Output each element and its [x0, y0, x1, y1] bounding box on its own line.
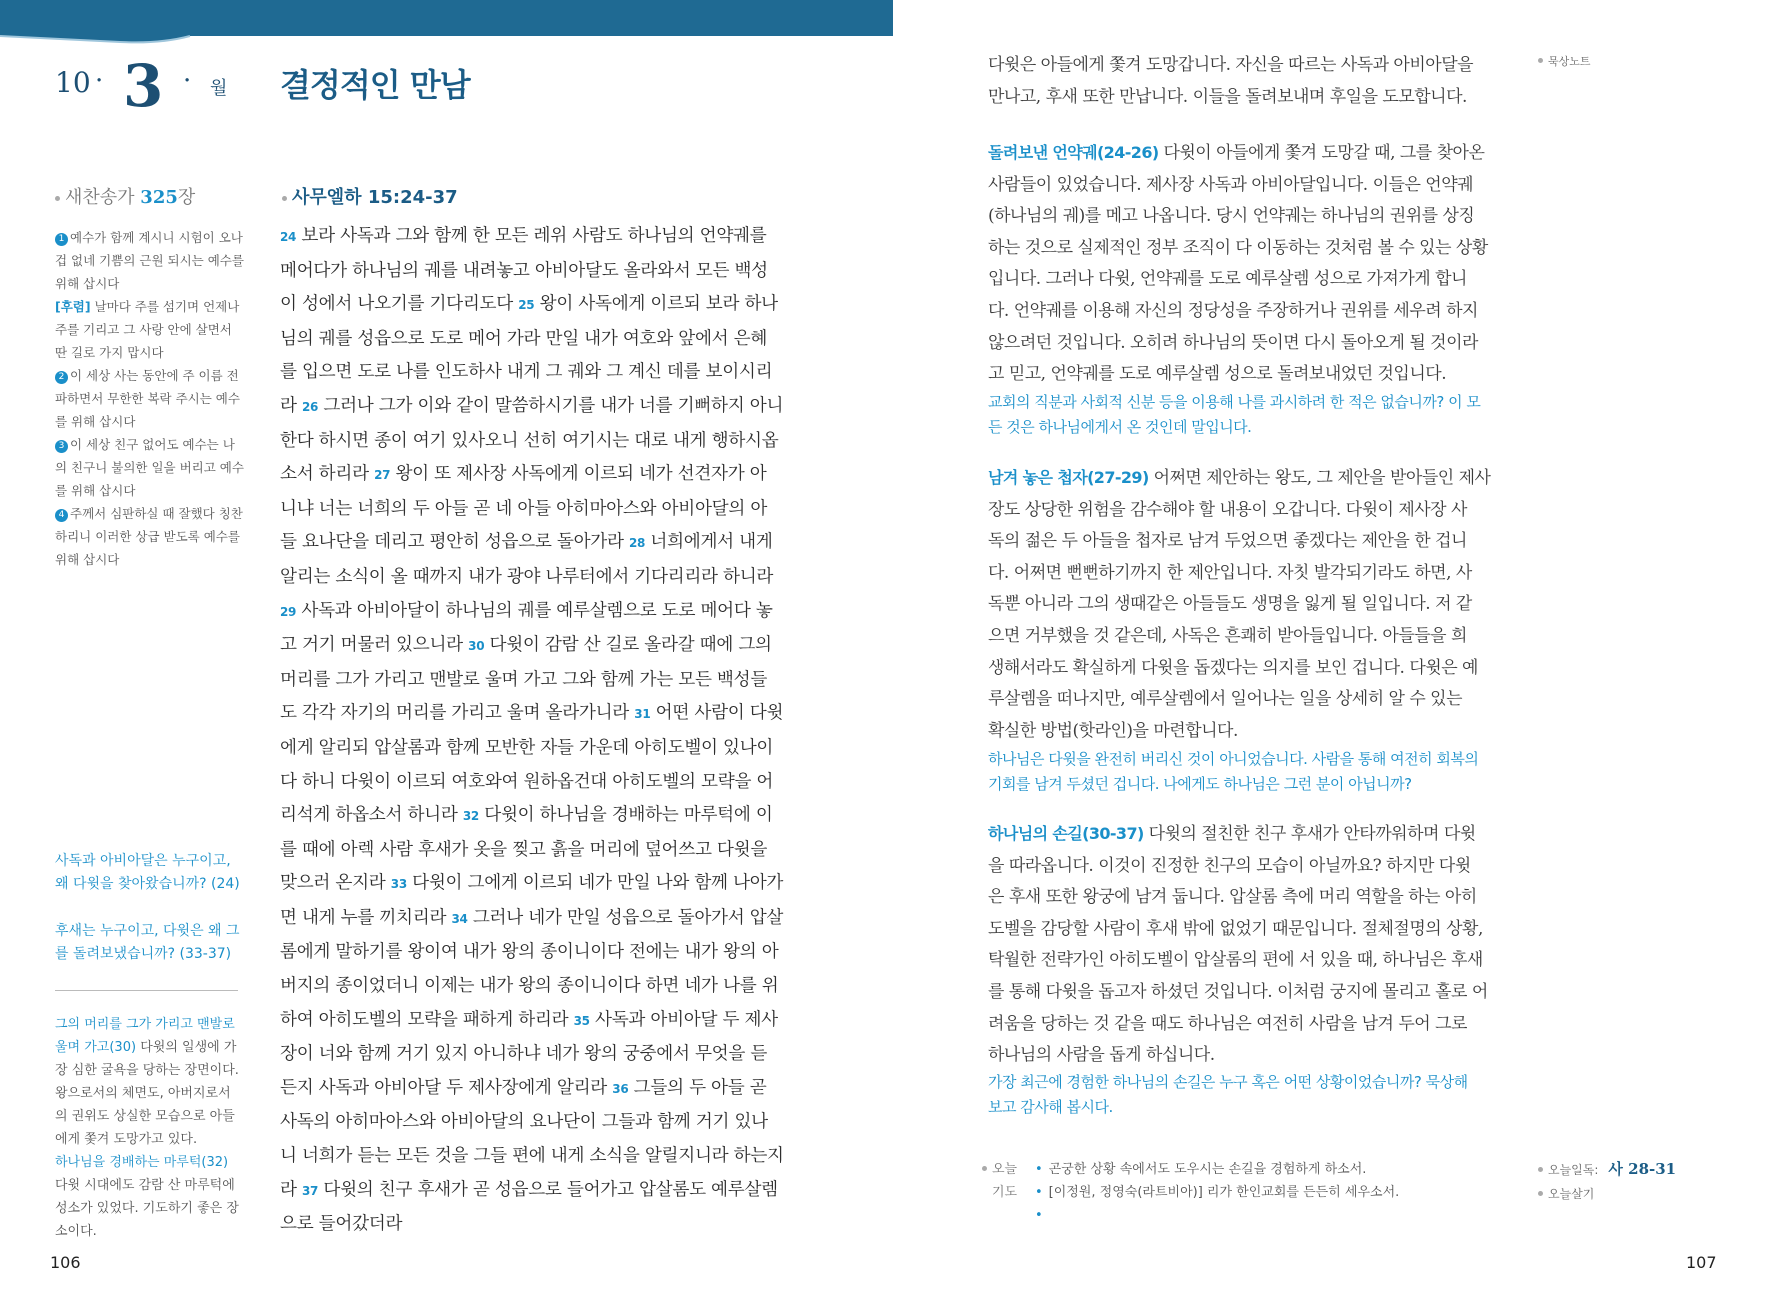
verse-text: 니 너희가 듣는 모든 것을 그들 편에 내게 소식을 알릴지니라 하는지: [280, 1146, 784, 1167]
body-line: [988, 495, 1518, 527]
body-text: 하나님의 사람을 돕게 하십니다.: [988, 1045, 1215, 1066]
body-text: 루살렘을 떠나지만, 예루살렘에서 일어나는 일을 상세히 알 수 있는: [988, 689, 1463, 710]
body-line: [988, 264, 1518, 296]
chorus-label: [후렴]: [55, 299, 91, 314]
page-title: 결정적인 만남: [280, 66, 470, 104]
verse-text: 를 때에 아렉 사람 후새가 옷을 찢고 흙을 머리에 덮어쓰고 다윗을: [280, 839, 768, 860]
verse-text: 으로 들어갔더라: [280, 1214, 403, 1235]
daily-living-label: 오늘살기: [1548, 1187, 1595, 1201]
text-line: 다윗은 아들에게 쫓겨 도망갑니다. 자신을 따르는 사독과 아비아달을: [988, 55, 1474, 75]
verse-text: 그러나 그가 이와 같이 말씀하시기를 내가 너를 기뻐하지 아니: [318, 395, 784, 416]
verse-text: 를 입으면 도로 나를 인도하사 내게 그 궤와 그 계신 데를 보이시리: [280, 362, 773, 383]
verse-number: 37: [302, 1183, 319, 1198]
verse-text: 면 내게 누를 끼치리라: [280, 907, 452, 928]
body-line: [988, 359, 1518, 391]
verse-text: 왕이 또 제사장 사독에게 이르되 네가 선견자가 아: [390, 464, 767, 485]
date-separator: ·: [183, 66, 192, 96]
prayer-item: [1035, 1158, 1515, 1181]
section-heading: 돌려보낸 언약궤(24-26): [988, 143, 1159, 162]
scripture-line: [280, 595, 800, 630]
body-line: [988, 1040, 1518, 1072]
verse-text: 보라 사독과 그와 함께 한 모든 레위 사람도 하나님의 언약궤를: [296, 226, 767, 246]
verse-number: 28: [628, 536, 646, 551]
body-line: [988, 233, 1518, 265]
verse-number: 25: [518, 298, 535, 313]
scripture-line: [280, 732, 800, 766]
scripture-line: [280, 1106, 800, 1140]
memo-label-text: 묵상노트: [1548, 55, 1591, 68]
hymn-number: 325: [140, 187, 178, 208]
date-month-unit: 월: [210, 78, 228, 99]
body-line: [988, 462, 1518, 495]
question-3: [988, 1070, 1518, 1120]
verse-text: 라: [280, 1179, 302, 1200]
body-text: 독의 젊은 두 아들을 첩자로 남겨 두었으면 좋겠다는 제안을 한 겁니: [988, 531, 1467, 552]
scripture-line: [280, 834, 800, 868]
verse-number-icon: 1: [55, 233, 68, 246]
body-text: 입니다. 그러나 다윗, 언약궤를 도로 예루살렘 성으로 가져가게 합니: [988, 269, 1467, 290]
bullet-dot-icon: [55, 196, 60, 201]
body-line: [988, 653, 1518, 685]
scripture-line: [280, 799, 800, 834]
verse-text: 버지의 종이었더니 이제는 내가 왕의 종이니이다 하면 네가 나를 위: [280, 976, 779, 997]
scripture-line: [280, 458, 800, 493]
verse-text: 너희에게서 내게: [645, 532, 773, 553]
page-number-right: 107: [1686, 1253, 1717, 1272]
scripture-line: [280, 936, 800, 970]
question-1: [988, 390, 1518, 440]
verse-text: 다윗이 하나님을 경배하는 마루턱에 이: [478, 805, 773, 826]
prayer-label-2: 기도: [992, 1185, 1018, 1200]
verse-text: 이 성에서 나오기를 기다리도다: [280, 294, 519, 315]
verse-number: 32: [462, 809, 479, 824]
scripture-line: [280, 1004, 800, 1039]
verse-number: 33: [390, 877, 407, 892]
prayer-item: [1035, 1181, 1515, 1204]
verse-text: 들 요나단을 데리고 평안히 성읍으로 돌아가라: [280, 532, 629, 553]
scripture-line: [280, 323, 800, 357]
verse-number: 24: [280, 230, 297, 244]
verse-number: 34: [451, 911, 468, 926]
date-separator: ·: [95, 66, 104, 96]
body-line: [988, 914, 1518, 946]
scripture-line: [280, 561, 800, 595]
body-text: 다. 어쩌면 뻔뻔하기까지 한 제안입니다. 자칫 발각되기라도 하면, 사: [988, 562, 1472, 583]
hymn-verse-text: 이 세상 사는 동안에 주 이름 전파하면서 무한한 복락 주시는 예수를 위해 삽시다: [55, 368, 240, 429]
hymn-unit: 장: [177, 187, 196, 208]
verse-text: 다윗이 그에게 이르되 네가 만일 나와 함께 나아가: [406, 873, 784, 894]
hymn-chorus: [55, 295, 245, 364]
body-text: (하나님의 궤)를 메고 나옵니다. 당시 언약궤는 하나님의 권위를 상징: [988, 206, 1475, 227]
side-note-2: [55, 1151, 240, 1243]
hymn-verse-text: 날마다 주를 섬기며 언제나 주를 기리고 그 사랑 안에 살면서 딴 길로 가지 맙시다: [55, 299, 240, 360]
question-2: [988, 747, 1518, 797]
bullet-icon: •: [1035, 1208, 1043, 1223]
section-3-body: [988, 818, 1518, 1072]
body-text: 탁월한 전략가인 아히도벨이 압살롬의 편에 서 있을 때, 하나님은 후새: [988, 950, 1483, 971]
verse-text: 사독과 아비아달이 하나님의 궤를 예루살렘으로 도로 메어다 놓: [296, 600, 773, 621]
verse-text: 어떤 사람이 다윗: [650, 703, 784, 724]
scripture-line: [280, 526, 800, 561]
verse-text: 그들의 두 아들 곧: [628, 1077, 767, 1098]
scripture-line: [280, 1072, 800, 1107]
scripture-line: [280, 1208, 800, 1242]
body-text: 생해서라도 확실하게 다윗을 돕겠다는 의지를 보인 겁니다. 다윗은 예: [988, 657, 1478, 678]
bullet-dot-icon: [1538, 1167, 1543, 1172]
body-text: 도벨을 감당할 사람이 후새 밖에 없었기 때문입니다. 절체절명의 상황,: [988, 918, 1483, 939]
scripture-line: [280, 697, 800, 732]
verse-text: 소서 하리라: [280, 464, 375, 485]
verse-text: 니냐 너는 너희의 두 아들 곧 네 아들 아히마아스와 아비아달의 아: [280, 498, 768, 519]
verse-text: 든지 사독과 아비아달 두 제사장에게 알리라: [280, 1077, 613, 1098]
verse-text: 장이 너와 함께 거기 있지 아니하냐 네가 왕의 궁중에서 무엇을 듣: [280, 1044, 768, 1065]
side-question-1: 사독과 아비아달은 누구이고, 왜 다윗을 찾아왔습니까? (24): [55, 853, 240, 892]
verse-text: 알리는 소식이 올 때까지 내가 광야 나루터에서 기다리리라 하니라: [280, 566, 774, 587]
scripture-line: [280, 425, 800, 459]
body-line: [988, 589, 1518, 621]
hymn-verse-text: 이 세상 친구 없어도 예수는 나의 친구니 불의한 일을 버리고 예수를 위해 삽시다: [55, 437, 244, 498]
verse-number: 31: [634, 707, 651, 722]
scripture-reference-text: 사무엘하 15:24-37: [292, 187, 458, 208]
scripture-line: [280, 902, 800, 937]
body-line: [988, 526, 1518, 558]
side-note-1: [55, 1013, 240, 1151]
scripture-line: [280, 1140, 800, 1174]
text-line: 기회를 남겨 두셨던 겁니다. 나에게도 하나님은 그런 분이 아닙니까?: [988, 775, 1412, 793]
text-line: 보고 감사해 봅시다.: [988, 1098, 1113, 1116]
hymn-lyrics: [55, 226, 245, 571]
side-note-head: 그의 머리를 그가 가리고 맨발로 울며 가고(30): [55, 1017, 235, 1055]
verse-number: 29: [280, 604, 297, 619]
daily-reading: [1538, 1158, 1676, 1179]
bullet-dot-icon: [982, 1166, 987, 1171]
prayer-item: [1035, 1204, 1515, 1227]
body-line: [988, 882, 1518, 914]
text-line: 하나님은 다윗을 완전히 버리신 것이 아니었습니다. 사람을 통해 여전히 회복의: [988, 750, 1479, 768]
hymn-verse-text: 예수가 함께 계시니 시험이 오나 겁 없네 기쁨의 근원 되시는 예수를 위해 삽시다: [55, 230, 244, 291]
scripture-line: [280, 1174, 800, 1209]
body-line: [988, 945, 1518, 977]
body-text: 사람들이 있었습니다. 제사장 사독과 아비아달입니다. 이들은 언약궤: [988, 174, 1474, 195]
verse-text: 맞으러 온지라: [280, 873, 391, 894]
hymn-verse: [55, 502, 245, 571]
verse-text: 다 하니 다윗이 이르되 여호와여 원하옵건대 아히도벨의 모략을 어: [280, 771, 774, 792]
verse-text: 왕이 사독에게 이르되 보라 하나: [534, 294, 778, 315]
body-line: [988, 328, 1518, 360]
body-line: [988, 137, 1518, 170]
verse-text: 에게 알리되 압살롬과 함께 모반한 자들 가운데 아히도벨이 있나이: [280, 737, 774, 758]
body-text: 어쩌면 제안하는 왕도, 그 제안을 받아들인 제사: [1148, 468, 1491, 488]
section-3: [988, 818, 1518, 1072]
scripture-line: [280, 220, 800, 255]
verse-number: 26: [302, 399, 319, 414]
prayer-text: [이정원, 정영숙(라트비아)] 리가 한인교회를 든든히 세우소서.: [1048, 1185, 1400, 1200]
memo-label: [1538, 53, 1591, 69]
text-line: 가장 최근에 경험한 하나님의 손길은 누구 혹은 어떤 상황이었습니까? 묵상해: [988, 1073, 1468, 1091]
hymn-verse-text: 주께서 심판하실 때 잘했다 칭찬하리니 이러한 상급 받도록 예수를 위해 삽시다: [55, 506, 243, 567]
verse-text: 한다 하시면 종이 여기 있사오니 선히 여기시는 대로 내게 행하시옵: [280, 430, 779, 451]
date-month: 10: [55, 66, 91, 99]
prayer-label: [982, 1158, 1032, 1204]
verse-number-icon: 4: [55, 509, 68, 522]
verse-number: 27: [374, 468, 391, 483]
body-text: 장도 상당한 위험을 감수해야 할 내용이 오갑니다. 다윗이 제사장 사: [988, 499, 1467, 520]
verse-number: 35: [573, 1013, 590, 1028]
side-note-body: 다윗 시대에도 감람 산 마루턱에 성소가 있었다. 기도하기 좋은 장소이다.: [55, 1178, 239, 1239]
body-text: 을 따라옵니다. 이것이 진정한 친구의 모습이 아닐까요? 하지만 다윗: [988, 855, 1471, 876]
bullet-icon: •: [1035, 1185, 1043, 1200]
body-text: 않으려던 것입니다. 오히려 하나님의 뜻이면 다시 돌아오게 될 것이라: [988, 332, 1478, 353]
side-notes: [55, 1013, 240, 1243]
verse-number-icon: 2: [55, 371, 68, 384]
prayer-list: [1035, 1158, 1515, 1227]
body-line: [988, 621, 1518, 653]
scripture-line: [280, 390, 800, 425]
bullet-dot-icon: [1538, 58, 1543, 63]
scripture-line: [280, 867, 800, 902]
body-text: 확실한 방법(핫라인)을 마련합니다.: [988, 720, 1238, 741]
body-text: 독뿐 아니라 그의 생때같은 아들들도 생명을 잃게 될 일입니다. 저 같: [988, 594, 1472, 615]
body-line: [988, 1009, 1518, 1041]
body-line: [988, 851, 1518, 883]
body-line: [988, 558, 1518, 590]
body-line: [988, 818, 1518, 851]
body-line: [988, 716, 1518, 748]
body-text: 다. 언약궤를 이용해 자신의 정당성을 주장하거나 권위를 세우려 하지: [988, 300, 1478, 321]
side-divider: [55, 990, 238, 991]
side-note-body: 다윗의 일생에 가장 심한 굴욕을 당하는 장면이다. 왕으로서의 체면도, 아버지로서의 권위도 상실한 모습으로 아들에게 쫓겨 도망가고 있다.: [55, 1040, 239, 1147]
body-text: 다윗의 절친한 친구 후새가 안타까워하며 다윗: [1143, 824, 1476, 844]
verse-text: 리석게 하옵소서 하니라: [280, 805, 463, 826]
verse-text: 메어다가 하나님의 궤를 내려놓고 아비아달도 올라와서 모든 백성: [280, 260, 768, 281]
body-text: 하는 것으로 실제적인 정부 조직이 다 이동하는 것처럼 볼 수 있는 상황: [988, 237, 1488, 258]
section-1-body: [988, 137, 1518, 391]
hymn-verse: [55, 226, 245, 295]
verse-text: 사독과 아비아달 두 제사: [589, 1009, 778, 1030]
verse-text: 롬에게 말하기를 왕이여 내가 왕의 종이니이다 전에는 내가 왕의 아: [280, 942, 779, 963]
header-band-curve: [0, 22, 893, 44]
scripture-line: [280, 664, 800, 698]
prayer-text: 곤궁한 상황 속에서도 도우시는 손길을 경험하게 하소서.: [1048, 1162, 1367, 1177]
verse-number: 36: [612, 1081, 629, 1096]
verse-text: 고 거기 머물러 있으니라: [280, 635, 469, 656]
page-number-left: 106: [50, 1253, 81, 1272]
intro-paragraph: [988, 50, 1518, 113]
verse-text: 머리를 그가 가리고 맨발로 울며 가고 그와 함께 가는 모든 백성들: [280, 669, 768, 690]
bullet-icon: •: [1035, 1162, 1043, 1177]
body-line: [988, 296, 1518, 328]
prayer-label-1: 오늘: [992, 1162, 1018, 1177]
body-text: 려움을 당하는 것 같을 때도 하나님은 여전히 사람을 남겨 두어 그로: [988, 1013, 1467, 1034]
daily-living: [1538, 1185, 1594, 1202]
bullet-dot-icon: [282, 196, 287, 201]
text-line: 교회의 직분과 사회적 신분 등을 이용해 나를 과시하려 한 적은 없습니까? 이 모: [988, 393, 1481, 411]
body-line: [988, 170, 1518, 202]
body-text: 다윗이 아들에게 쫓겨 도망갈 때, 그를 찾아온: [1158, 143, 1485, 163]
hymn-verse: [55, 364, 245, 433]
body-text: 으면 거부했을 것 같은데, 사독은 흔쾌히 받아들입니다. 아들들을 희: [988, 625, 1467, 646]
body-line: [988, 684, 1518, 716]
verse-text: 사독의 아히마아스와 아비아달의 요나단이 그들과 함께 거기 있나: [280, 1112, 768, 1133]
side-note-head: 하나님을 경배하는 마루턱(32): [55, 1155, 229, 1170]
side-question-2: 후새는 누구이고, 다윗은 왜 그를 돌려보냈습니까? (33-37): [55, 923, 240, 962]
verse-text: 다윗이 감람 산 길로 올라갈 때에 그의: [484, 635, 772, 656]
section-2-body: [988, 462, 1518, 747]
section-heading: 남겨 놓은 첩자(27-29): [988, 468, 1149, 487]
daily-reading-label: 오늘일독:: [1548, 1163, 1599, 1177]
scripture-reference: [282, 183, 458, 209]
daily-reading-value: 사 28-31: [1608, 1160, 1677, 1178]
scripture-line: [280, 255, 800, 289]
verse-text: 그러나 네가 만일 성읍으로 돌아가서 압살: [467, 907, 784, 928]
scripture-line: [280, 493, 800, 527]
verse-number: 30: [468, 639, 485, 654]
body-text: 고 믿고, 언약궤를 도로 예루살렘 성으로 돌려보내었던 것입니다.: [988, 364, 1447, 385]
scripture-line: [280, 766, 800, 800]
verse-text: 라: [280, 395, 302, 416]
verse-text: 도 각각 자기의 머리를 가리고 울며 올라가니라: [280, 703, 635, 724]
verse-number-icon: 3: [55, 440, 68, 453]
text-line: 든 것은 하나님에게서 온 것인데 말입니다.: [988, 418, 1252, 436]
scripture-line: [280, 288, 800, 323]
scripture-line: [280, 629, 800, 664]
scripture-line: [280, 970, 800, 1004]
hymn-verse: [55, 433, 245, 502]
hymn-heading: [55, 183, 195, 209]
scripture-line: [280, 356, 800, 390]
verse-text: 하여 아히도벨의 모략을 패하게 하리라: [280, 1009, 574, 1030]
verse-text: 님의 궤를 성읍으로 도로 메어 가라 만일 내가 여호와 앞에서 은혜: [280, 328, 768, 349]
date-day: 3: [123, 52, 164, 120]
text-line: 만나고, 후새 또한 만납니다. 이들을 돌려보내며 후일을 도모합니다.: [988, 86, 1467, 107]
section-1: [988, 137, 1518, 391]
body-text: 를 통해 다윗을 돕고자 하셨던 것입니다. 이처럼 궁지에 몰리고 홀로 어: [988, 981, 1488, 1002]
verse-text: 다윗의 친구 후새가 곧 성읍으로 들어가고 압살롬도 예루살렘: [318, 1179, 778, 1200]
body-line: [988, 201, 1518, 233]
scripture-line: [280, 1038, 800, 1072]
section-2: [988, 462, 1518, 747]
body-line: [988, 977, 1518, 1009]
scripture-text: [280, 220, 800, 1242]
section-heading: 하나님의 손길(30-37): [988, 824, 1144, 843]
hymn-label: 새찬송가: [65, 187, 135, 208]
body-text: 은 후새 또한 왕궁에 남겨 둡니다. 압살롬 측에 머리 역할을 하는 아히: [988, 887, 1477, 908]
bullet-dot-icon: [1538, 1191, 1543, 1196]
